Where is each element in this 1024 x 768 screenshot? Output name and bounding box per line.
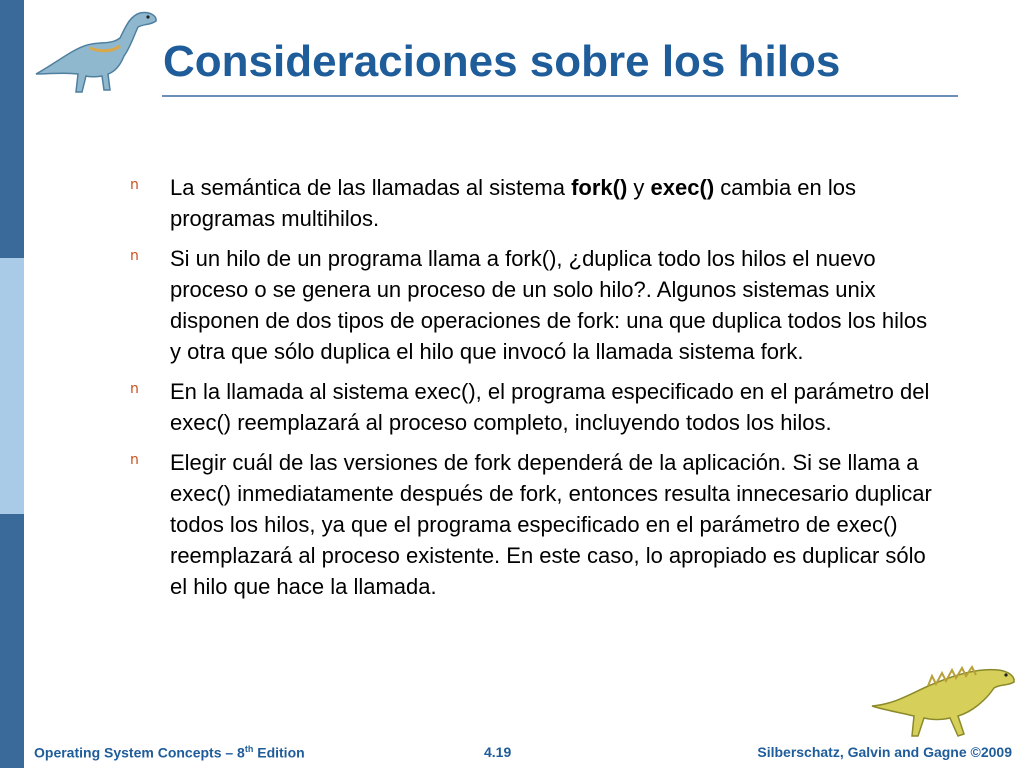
code-term: exec() <box>650 175 715 200</box>
bullet-text: La semántica de las llamadas al sistema fork() y exec() cambia en los programas multihilos. <box>170 175 856 231</box>
bullet-item <box>130 447 940 602</box>
bullet-item <box>130 172 940 234</box>
footer-page-number: 4.19 <box>484 744 512 760</box>
left-accent-bar-highlight <box>0 258 24 514</box>
bullet-text: Elegir cuál de las versiones de fork dependerá de la aplicación. Si se llama a exec() inmediatamente después de fork, entonces resulta innecesario duplicar todos los hilos, ya que el programa especificado en el parámetro de exec() reemplazará al proceso existente. En este caso, lo apropiado es duplicar sólo el hilo que hace la llamada. <box>170 450 932 599</box>
bullet-marker: n <box>130 452 139 468</box>
slide-title: Consideraciones sobre los hilos <box>163 37 841 86</box>
bullet-list <box>130 172 940 611</box>
bullet-text: En la llamada al sistema exec(), el programa especificado en el parámetro del exec() reemplazará al proceso completo, incluyendo todos los hilos. <box>170 379 930 435</box>
footer-book-title: Operating System Concepts – 8th Edition <box>34 744 305 761</box>
bullet-marker: n <box>130 248 139 264</box>
bullet-item <box>130 243 940 367</box>
code-term: fork() <box>571 175 628 200</box>
footer-authors: Silberschatz, Galvin and Gagne ©2009 <box>757 744 1012 760</box>
title-underline <box>162 95 958 97</box>
bullet-item <box>130 376 940 438</box>
bullet-marker: n <box>130 177 139 193</box>
dinosaur-icon <box>30 4 160 96</box>
bullet-marker: n <box>130 381 139 397</box>
dinosaur-icon <box>868 660 1018 740</box>
bullet-text: Si un hilo de un programa llama a fork(), ¿duplica todo los hilos el nuevo proceso o se genera un proceso de un solo hilo?. Algunos sistemas unix disponen de dos tipos de operaciones de fork: una que duplica todos los hilos y otra que sólo duplica el hilo que invocó la llamada sistema fork. <box>170 246 928 364</box>
